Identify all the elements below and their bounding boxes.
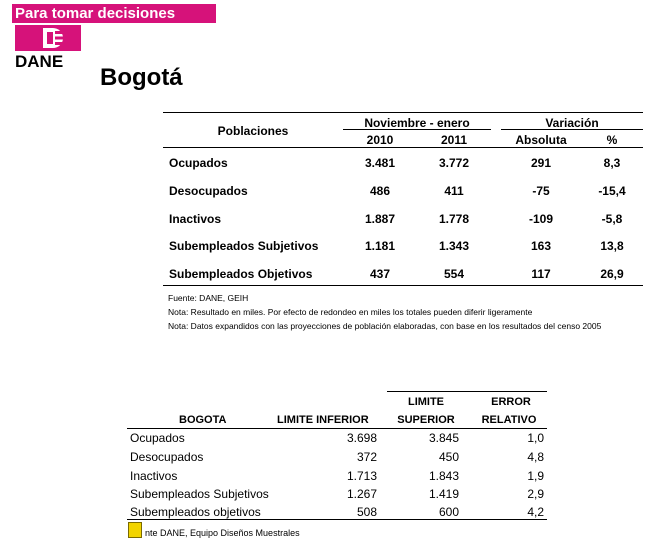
header-error-1: ERROR — [491, 396, 531, 408]
row-absoluta: 163 — [530, 239, 552, 253]
row-label: Desocupados — [130, 450, 204, 464]
row-inferior: 1.267 — [346, 487, 377, 501]
row-error: 2,9 — [527, 487, 544, 501]
row-pct: 13,8 — [600, 239, 624, 253]
logo-text: DANE — [15, 52, 64, 71]
header-error-2: RELATIVO — [481, 414, 537, 426]
table-notes — [168, 291, 601, 333]
header-2010: 2010 — [366, 133, 394, 147]
row-error: 1,9 — [527, 469, 544, 483]
row-inferior: 3.698 — [346, 431, 377, 445]
row-superior: 450 — [438, 450, 459, 464]
row-absoluta: -109 — [528, 212, 554, 226]
header-period: Noviembre - enero — [364, 116, 470, 130]
row-label: Subempleados Subjetivos — [169, 239, 319, 253]
row-2010: 1.181 — [364, 239, 396, 253]
table2-source: nte DANE, Equipo Diseños Muestrales — [145, 528, 300, 538]
row-superior: 3.845 — [428, 431, 459, 445]
dane-logo — [12, 23, 82, 71]
row-2010: 437 — [369, 267, 391, 281]
header-2011: 2011 — [440, 133, 468, 147]
row-label: Inactivos — [130, 469, 178, 483]
row-error: 4,2 — [527, 505, 544, 519]
row-label: Subempleados Objetivos — [169, 267, 313, 281]
row-2011: 3.772 — [438, 156, 470, 170]
row-label: Subempleados Subjetivos — [130, 487, 269, 501]
slogan-banner: Para tomar decisiones — [12, 4, 216, 23]
row-2011: 411 — [444, 184, 464, 198]
row-pct: 8,3 — [603, 156, 621, 170]
header-variacion: Variación — [545, 116, 599, 130]
page-title: Bogotá — [100, 64, 183, 91]
row-2010: 3.481 — [364, 156, 396, 170]
note-rounding: Nota: Resultado en miles. Por efecto de redondeo en miles los totales pueden diferir ligeramente — [168, 307, 533, 317]
row-label: Ocupados — [169, 156, 228, 170]
row-label: Subempleados objetivos — [130, 505, 261, 519]
row-2010: 1.887 — [364, 212, 396, 226]
header-absoluta: Absoluta — [515, 133, 567, 147]
logo-mark — [15, 25, 81, 51]
header-limite-inferior: LIMITE INFERIOR — [277, 414, 369, 426]
row-superior: 1.419 — [428, 487, 459, 501]
row-label: Desocupados — [169, 184, 248, 198]
row-pct: 26,9 — [600, 267, 624, 281]
row-inferior: 1.713 — [346, 469, 377, 483]
row-2010: 486 — [369, 184, 391, 198]
row-absoluta: -75 — [532, 184, 550, 198]
row-error: 4,8 — [527, 450, 544, 464]
row-pct: -5,8 — [601, 212, 623, 226]
header-pct: % — [606, 133, 618, 147]
note-source: Fuente: DANE, GEIH — [168, 293, 249, 303]
row-superior: 600 — [438, 505, 459, 519]
row-2011: 554 — [443, 267, 465, 281]
header-bogota: BOGOTA — [179, 414, 227, 426]
row-2011: 1.343 — [438, 239, 470, 253]
logo-symbol-icon — [15, 25, 81, 51]
row-inferior: 372 — [356, 450, 377, 464]
row-absoluta: 291 — [530, 156, 552, 170]
row-label: Inactivos — [169, 212, 222, 226]
row-label: Ocupados — [130, 431, 185, 445]
row-absoluta: 117 — [531, 267, 551, 281]
row-inferior: 508 — [356, 505, 377, 519]
smart-tag-icon[interactable] — [128, 522, 142, 538]
row-pct: -15,4 — [598, 184, 626, 198]
row-superior: 1.843 — [428, 469, 459, 483]
row-error: 1,0 — [527, 431, 544, 445]
header-limite-superior-1: LIMITE — [407, 396, 445, 408]
row-2011: 1.778 — [438, 212, 470, 226]
note-projections: Nota: Datos expandidos con las proyecciones de población elaboradas, con base en los resultados del censo 2005 — [168, 321, 602, 331]
header-limite-superior-2: SUPERIOR — [397, 414, 455, 426]
header-poblaciones: Poblaciones — [217, 124, 289, 138]
